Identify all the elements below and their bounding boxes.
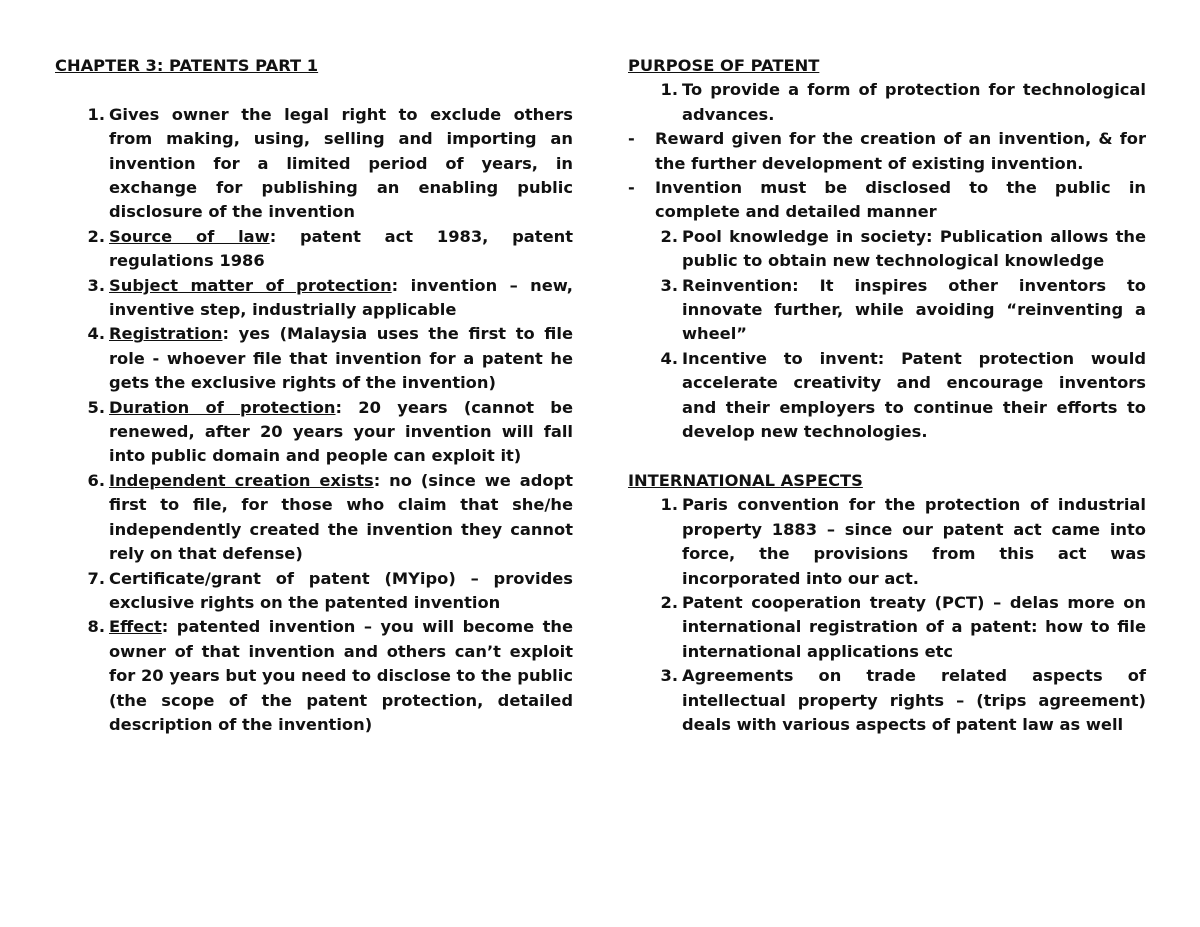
- list-item: [55, 274, 573, 323]
- list-number: 5.: [87, 397, 105, 417]
- list-item: [628, 493, 1146, 591]
- purpose-dash-list: [628, 127, 1146, 225]
- list-item: [628, 664, 1146, 737]
- purpose-title: PURPOSE OF PATENT: [628, 56, 820, 75]
- item-sep: :: [391, 275, 399, 295]
- list-item: [55, 615, 573, 737]
- purpose-list-first: [628, 78, 1146, 127]
- item-text: Certificate/grant of patent (MYipo) – provides exclusive rights on the patented invention: [109, 568, 573, 612]
- list-item: [628, 78, 1146, 127]
- item-text: Reinvention: It inspires other inventors to innovate further, while avoiding “reinventing a wheel”: [682, 275, 1146, 344]
- list-number: 4.: [87, 324, 105, 344]
- list-number: 3.: [660, 275, 678, 295]
- item-sep: :: [222, 324, 229, 344]
- list-number: 8.: [87, 617, 105, 637]
- item-text: Patent cooperation treaty (PCT) – delas more on international registration of a patent: how to file international applications etc: [682, 592, 1146, 661]
- list-number: 4.: [660, 348, 678, 368]
- right-column: [628, 54, 1146, 737]
- list-item: [55, 567, 573, 616]
- list-item: [55, 469, 573, 567]
- dash-item: [628, 176, 1146, 225]
- item-text: patent act 1983, patent regulations 1986: [109, 226, 573, 271]
- list-number: 3.: [87, 275, 105, 295]
- dash-marker: -: [628, 129, 635, 149]
- list-number: 1.: [87, 104, 105, 124]
- list-item: [628, 225, 1146, 274]
- list-item: [55, 322, 573, 395]
- list-number: 7.: [87, 568, 105, 588]
- item-label: Registration: [109, 324, 223, 344]
- left-column: [55, 54, 573, 737]
- list-item: [55, 225, 573, 274]
- international-title: INTERNATIONAL ASPECTS: [628, 470, 863, 490]
- item-text: yes (Malaysia uses the first to file role - whoever file that invention for a patent he gets the exclusive rights of the invention): [109, 324, 573, 393]
- item-sep: :: [373, 470, 381, 490]
- dash-marker: -: [628, 178, 635, 198]
- list-number: 1.: [660, 495, 678, 515]
- item-text: 20 years (cannot be renewed, after 20 years your invention will fall into public domain and people can exploit it): [109, 397, 573, 466]
- list-number: 3.: [660, 666, 678, 686]
- list-number: 2.: [660, 592, 678, 612]
- item-label: Effect: [109, 617, 162, 637]
- item-text: Agreements on trade related aspects of intellectual property rights – (trips agreement) deals with various aspects of patent law as well: [682, 666, 1146, 734]
- list-item: [628, 591, 1146, 664]
- dash-item: [628, 127, 1146, 176]
- purpose-list: [628, 225, 1146, 445]
- international-list: [628, 493, 1146, 737]
- item-label: Subject matter of protection: [109, 275, 392, 295]
- item-sep: :: [335, 397, 343, 417]
- item-label: Source of law: [109, 226, 270, 246]
- list-number: 6.: [87, 470, 105, 490]
- item-label: Independent creation exists: [109, 470, 374, 490]
- list-item: [55, 103, 573, 225]
- item-text: invention – new, inventive step, industrially applicable: [109, 275, 573, 320]
- chapter-title: CHAPTER 3: PATENTS PART 1: [55, 56, 319, 75]
- item-text: Paris convention for the protection of industrial property 1883 – since our patent act came into force, the provisions from this act was incorporated into our act.: [682, 495, 1146, 588]
- item-text: Pool knowledge in society: Publication allows the public to obtain new technological knowledge: [682, 226, 1146, 271]
- list-number: 2.: [87, 226, 105, 246]
- item-label: Duration of protection: [109, 397, 336, 417]
- item-text: Incentive to invent: Patent protection would accelerate creativity and encourage inventors and their employers to continue their efforts to develop new technologies.: [682, 348, 1146, 442]
- item-sep: :: [161, 617, 169, 637]
- list-number: 1.: [660, 80, 678, 100]
- item-text: Reward given for the creation of an invention, & for the further development of existing invention.: [655, 129, 1146, 173]
- list-item: [628, 274, 1146, 347]
- item-text: no (since we adopt first to file, for those who claim that she/he independently created the invention they cannot rely on that defense): [109, 470, 573, 564]
- chapter-list: [55, 103, 573, 738]
- list-item: [55, 396, 573, 469]
- item-sep: :: [269, 226, 277, 246]
- item-text: To provide a form of protection for technological advances.: [682, 80, 1146, 124]
- list-item: [628, 347, 1146, 445]
- item-text: Gives owner the legal right to exclude others from making, using, selling and importing an invention for a limited period of years, in exchange for publishing an enabling public disclosure of the invention: [109, 104, 573, 222]
- list-number: 2.: [660, 226, 678, 246]
- item-text: patented invention – you will become the owner of that invention and others can’t exploit for 20 years but you need to disclose to the public (the scope of the patent protection, detailed description of the invention): [109, 617, 573, 734]
- item-text: Invention must be disclosed to the public in complete and detailed manner: [655, 178, 1146, 222]
